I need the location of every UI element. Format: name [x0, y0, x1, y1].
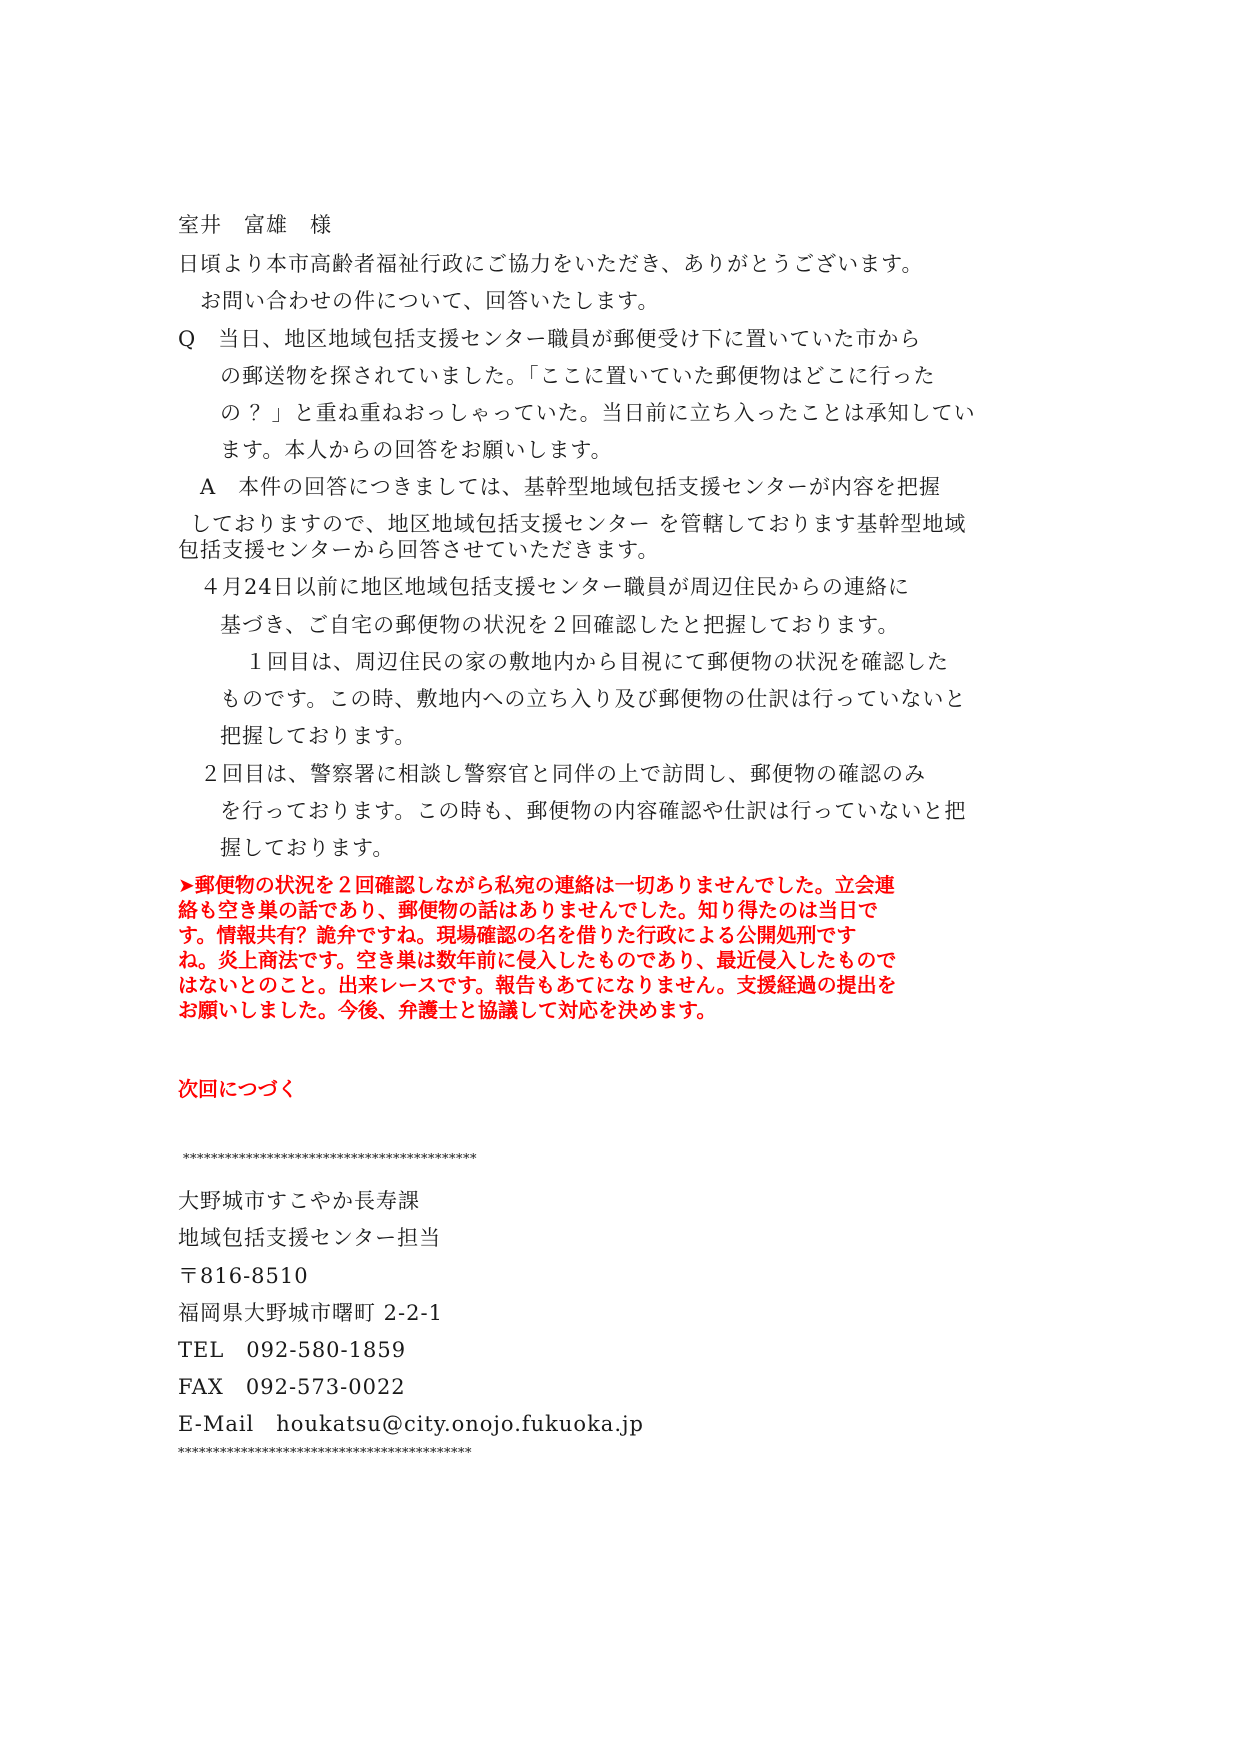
tel: TEL 092-580-1859 — [178, 1338, 407, 1362]
comment-line: 絡も空き巣の話であり、郵便物の話はありませんでした。知り得たのは当日で — [178, 898, 878, 922]
continued-note: 次回につづく — [178, 1077, 298, 1101]
comment-line: ➤郵便物の状況を２回確認しながら私宛の連絡は一切ありませんでした。立会連 — [178, 873, 895, 897]
answer-line: 把握しております。 — [220, 724, 417, 748]
question-line: Q 当日、地区地域包括支援センター職員が郵便受け下に置いていた市から — [178, 327, 922, 351]
answer-line: １回目は、周辺住民の家の敷地内から目視にて郵便物の状況を確認した — [245, 650, 949, 674]
question-line: ます。本人からの回答をお願いします。 — [220, 438, 613, 462]
answer-line: しておりますので、地区地域包括支援センター を管轄しております基幹型地域 — [190, 512, 967, 536]
comment-line: ね。炎上商法です。空き巣は数年前に侵入したものであり、最近侵入したもので — [178, 948, 897, 972]
separator-top: ****************************************** — [183, 1152, 477, 1167]
addressee: 室井 富雄 様 — [178, 213, 332, 237]
intro: お問い合わせの件について、回答いたします。 — [200, 289, 660, 313]
email: E-Mail houkatsu@city.onojo.fukuoka.jp — [178, 1412, 644, 1436]
postal-code: 〒816-8510 — [178, 1264, 309, 1288]
comment-line: す。情報共有？詭弁ですね。現場確認の名を借りた行政による公開処刑です — [178, 923, 857, 947]
answer-line: ものです。この時、敷地内への立ち入り及び郵便物の仕訳は行っていないと — [220, 687, 967, 711]
answer-line: ４月24日以前に地区地域包括支援センター職員が周辺住民からの連絡に — [200, 575, 910, 599]
answer-line: 握しております。 — [220, 836, 395, 860]
department: 大野城市すこやか長寿課 — [178, 1189, 420, 1213]
separator-bottom: ****************************************** — [178, 1446, 472, 1461]
answer-line: 基づき、ご自宅の郵便物の状況を２回確認したと把握しております。 — [220, 613, 900, 637]
section: 地域包括支援センター担当 — [178, 1226, 442, 1250]
question-line: の ？」と重ね重ねおっしゃっていた。当日前に立ち入ったことは承知してい — [220, 401, 976, 425]
comment-line: はないとのこと。出来レースです。報告もあてになりません。支援経過の提出を — [178, 973, 897, 997]
comment-line: お願いしました。今後、弁護士と協議して対応を決めます。 — [178, 998, 717, 1022]
answer-line: ２回目は、警察署に相談し警察官と同伴の上で訪問し、郵便物の確認のみ — [200, 762, 926, 786]
answer-line: 包括支援センターから回答させていただきます。 — [178, 538, 660, 562]
answer-line: を行っております。この時も、郵便物の内容確認や仕訳は行っていないと把 — [220, 799, 967, 823]
answer-line: A 本件の回答につきましては、基幹型地域包括支援センターが内容を把握 — [200, 475, 941, 499]
question-line: の郵送物を探されていました。「ここに置いていた郵便物はどこに行った — [220, 364, 936, 388]
greeting: 日頃より本市高齢者福祉行政にご協力をいただき、ありがとうございます。 — [178, 252, 924, 276]
fax: FAX 092-573-0022 — [178, 1375, 406, 1399]
address: 福岡県大野城市曙町 2-2-1 — [178, 1301, 443, 1325]
